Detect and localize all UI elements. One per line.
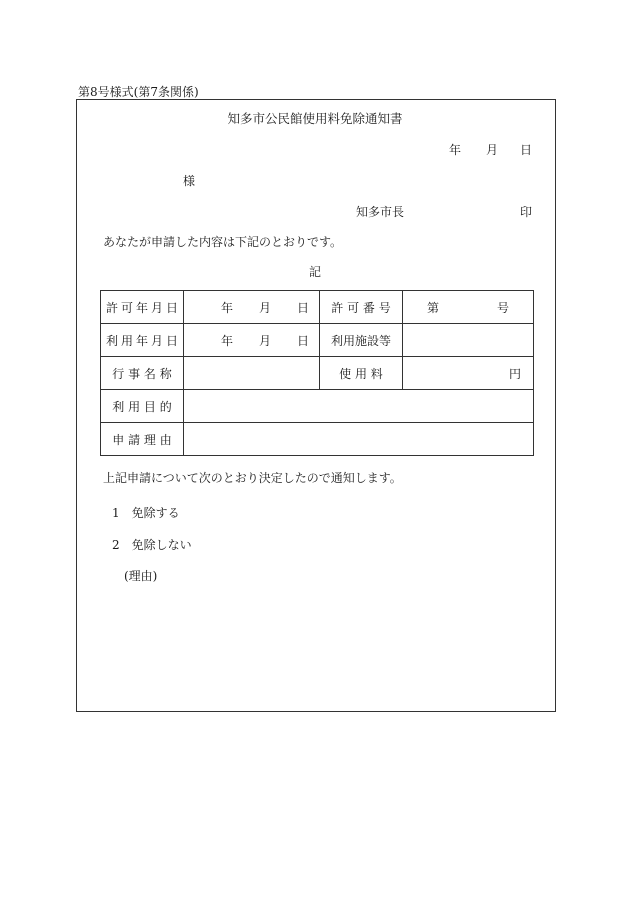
table-row: [101, 423, 534, 456]
addressee-honorific: 様: [183, 174, 196, 188]
reason-note: (理由): [124, 569, 158, 583]
table-row: [101, 357, 534, 390]
facility-value: [403, 324, 534, 357]
use-date-day: 日: [296, 333, 309, 348]
use-date-year: 年: [220, 333, 233, 348]
intro-text: あなたが申請した内容は下記のとおりです。: [103, 235, 343, 249]
option-number: 1: [112, 506, 120, 520]
use-date-cell: [184, 324, 320, 357]
sender-title: 知多市長: [356, 205, 405, 219]
permit-number-cell: [403, 291, 534, 324]
permit-number-prefix: 第: [427, 300, 440, 315]
option-label: 免除する: [131, 506, 180, 520]
details-table: [100, 290, 534, 456]
purpose-label: 利 用 目 的: [101, 390, 184, 423]
option-number: 2: [112, 538, 120, 552]
decision-text: 上記申請について次のとおり決定したので通知します。: [103, 471, 402, 485]
table-row: [101, 324, 534, 357]
table-row: [101, 291, 534, 324]
use-date-label: 利用年月日: [101, 324, 184, 357]
option-not-exempt: [112, 539, 192, 551]
permit-date-month: 月: [258, 300, 271, 315]
permit-date-label: 許可年月日: [101, 291, 184, 324]
permit-number-suffix: 号: [496, 300, 509, 315]
issue-date-month: 月: [486, 143, 499, 157]
purpose-value: [184, 390, 534, 423]
facility-label: 利用施設等: [320, 324, 403, 357]
event-name-label: 行 事 名 称: [101, 357, 184, 390]
seal-mark: 印: [520, 205, 533, 219]
permit-number-label: 許 可 番 号: [320, 291, 403, 324]
option-label: 免除しない: [131, 538, 192, 552]
issue-date-day: 日: [520, 143, 533, 157]
permit-date-year: 年: [220, 300, 233, 315]
option-exempt: [112, 507, 180, 519]
issue-date-year: 年: [449, 143, 462, 157]
use-date-month: 月: [258, 333, 271, 348]
table-row: [101, 390, 534, 423]
reason-value: [184, 423, 534, 456]
form-number-label: 第8号様式(第7条関係): [78, 85, 199, 99]
fee-label: 使 用 料: [320, 357, 403, 390]
permit-date-cell: [184, 291, 320, 324]
event-name-value: [184, 357, 320, 390]
permit-date-day: 日: [296, 300, 309, 315]
document-title: 知多市公民館使用料免除通知書: [227, 111, 403, 126]
ki-heading: 記: [308, 265, 321, 279]
reason-label: 申 請 理 由: [101, 423, 184, 456]
fee-unit: 円: [403, 357, 534, 390]
